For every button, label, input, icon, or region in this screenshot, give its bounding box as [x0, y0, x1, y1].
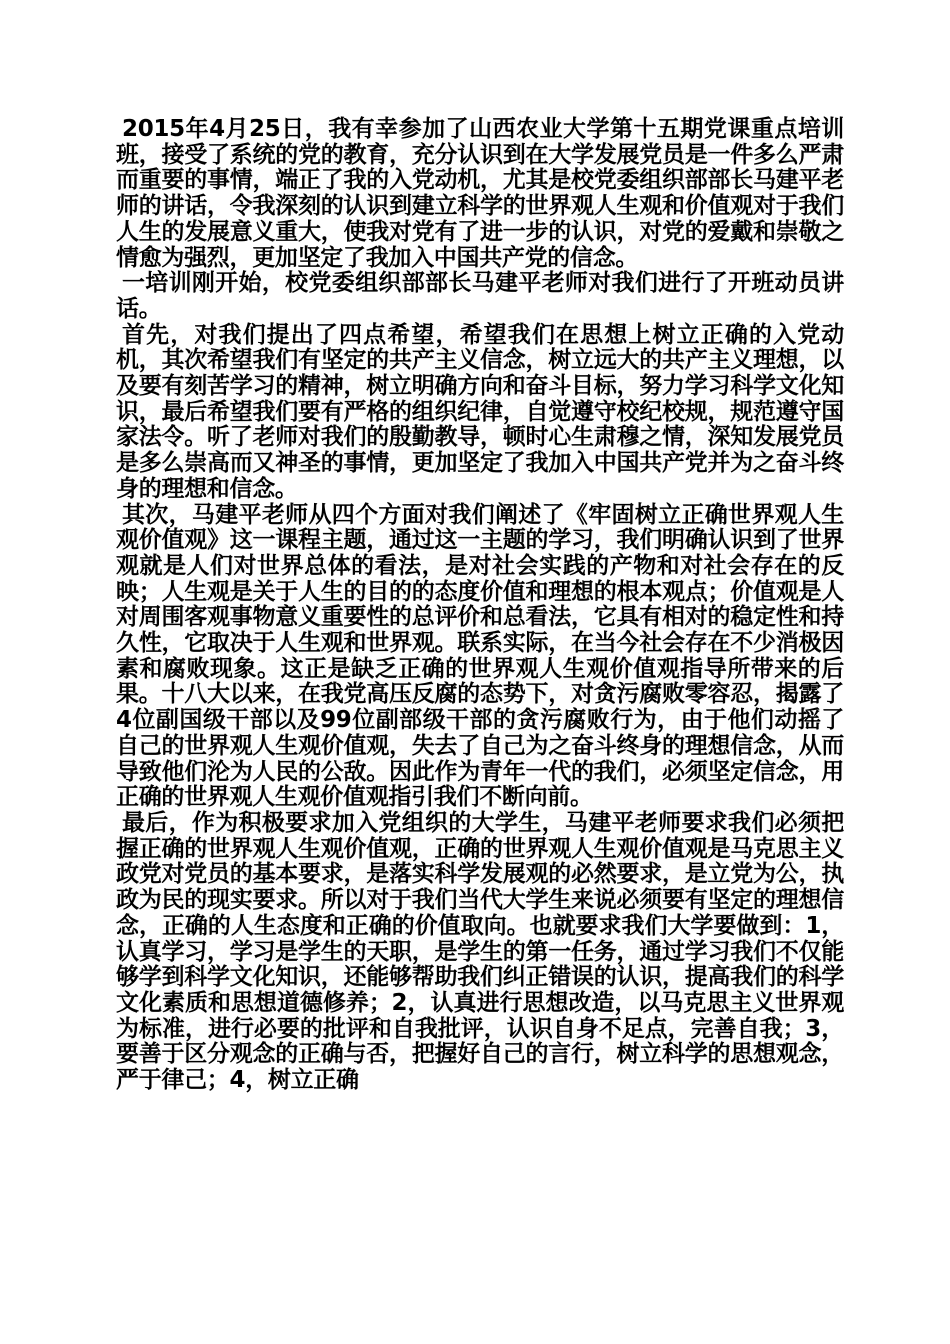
paragraph-requirements: 最后，作为积极要求加入党组织的大学生，马建平老师要求我们必须把握正确的世界观人生观价值观，正确的世界观人生观价值观是马克思主义政党对党员的基本要求，是落实科学发展观的必然要求，是立党为公，执政为民的现实要求。所以对于我们当代大学生来说必须要有坚定的理想信念，正确的人生态度和正确的价值取向。也就要求我们大学要做到：1，认真学习，学习是学生的天职，是学生的第一任务，通过学习我们不仅能够学到科学文化知识，还能够帮助我们纠正错误的认识，提高我们的科学文化素质和思想道德修养；2，认真进行思想改造，以马克思主义世界观为标准，进行必要的批评和自我批评，认识自身不足点，完善自我；3，要善于区分观念的正确与否，把握好自己的言行，树立科学的思想观念，严于律己；4，树立正确	[116, 809, 844, 1094]
paragraph-intro: 2015年4月25日，我有幸参加了山西农业大学第十五期党课重点培训班，接受了系统的党的教育，充分认识到在大学发展党员是一件多么严肃而重要的事情，端正了我的入党动机，尤其是校党委组织部部长马建平老师的讲话，令我深刻的认识到建立科学的世界观人生观和价值观对于我们人生的发展意义重大，使我对党有了进一步的认识，对党的爱戴和崇敬之情愈为强烈，更加坚定了我加入中国共产党的信念。	[116, 116, 844, 271]
document-body	[116, 117, 844, 1094]
paragraph-opening-speech: 一培训刚开始，校党委组织部部长马建平老师对我们进行了开班动员讲话。	[116, 270, 844, 322]
paragraph-worldview-lesson: 其次，马建平老师从四个方面对我们阐述了《牢固树立正确世界观人生观价值观》这一课程主题，通过这一主题的学习，我们明确认识到了世界观就是人们对世界总体的看法，是对社会实践的产物和对社会存在的反映；人生观是关于人生的目的的态度价值和理想的根本观点；价值观是人对周围客观事物意义重要性的总评价和总看法，它具有相对的稳定性和持久性，它取决于人生观和世界观。联系实际，在当今社会存在不少消极因素和腐败现象。这正是缺乏正确的世界观人生观价值观指导所带来的后果。十八大以来，在我党高压反腐的态势下，对贪污腐败零容忍，揭露了4位副国级干部以及99位副部级干部的贪污腐败行为，由于他们动摇了自己的世界观人生观价值观，失去了自己为之奋斗终身的理想信念，从而导致他们沦为人民的公敌。因此作为青年一代的我们，必须坚定信念，用正确的世界观人生观价值观指引我们不断向前。	[116, 501, 844, 811]
paragraph-four-hopes: 首先，对我们提出了四点希望，希望我们在思想上树立正确的入党动机，其次希望我们有坚定的共产主义信念，树立远大的共产主义理想，以及要有刻苦学习的精神，树立明确方向和奋斗目标，努力学习科学文化知识，最后希望我们要有严格的组织纪律，自觉遵守校纪校规，规范遵守国家法令。听了老师对我们的殷勤教导，顿时心生肃穆之情，深知发展党员是多么崇高而又神圣的事情，更加坚定了我加入中国共产党并为之奋斗终身的理想和信念。	[116, 321, 844, 502]
